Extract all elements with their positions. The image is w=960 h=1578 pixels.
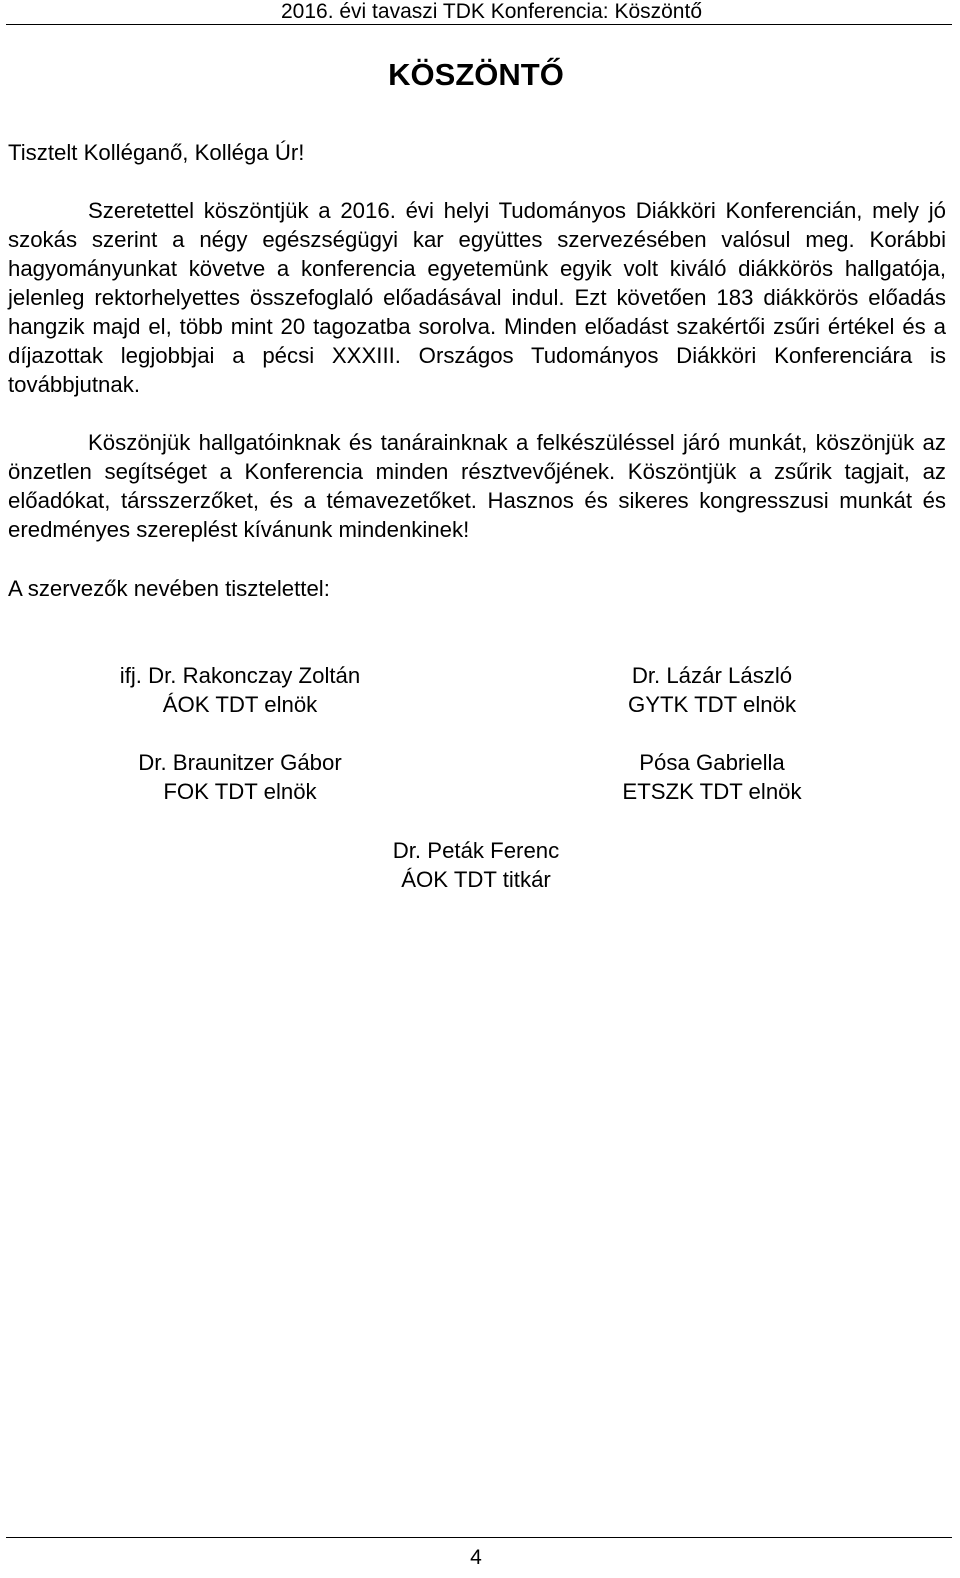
page-title: KÖSZÖNTŐ — [388, 57, 564, 92]
signatory-name: Dr. Lázár László — [631, 663, 793, 688]
paragraph-thanks: Köszönjük hallgatóinknak és tanárainknak a felkészüléssel járó munkát, köszönjük az önzetlen segítséget a Konferencia minden résztvevőjének. Köszöntjük a zsűrik tagjait, az előadókat, társszerzőket, és a témavezetőket. Hasznos és sikeres kongresszusi munkát és eredményes szereplést kívánunk mindenkinek! — [8, 430, 946, 542]
signatory-block — [532, 661, 892, 719]
paragraph-welcome: Szeretettel köszöntjük a 2016. évi helyi Tudományos Diákköri Konferencián, mely jó szokás szerint a négy egészségügyi kar együttes szervezésében valósul meg. Korábbi hagyományunkat követve a konferencia egyetemünk egyik volt kiváló diákkörös hallgatója, jelenleg rektorhelyettes összefoglaló előadásával indul. Ezt követően 183 diákkörös előadás hangzik majd el, több mint 20 tagozatba sorolva. Minden előadást szakértői zsűri értékel és a díjazottak legjobbjai a pécsi XXXIII. Országos Tudományos Diákköri Konferenciára is továbbjutnak. — [8, 198, 946, 397]
closing-line: A szervezők nevében tisztelettel: — [8, 576, 330, 601]
running-header: 2016. évi tavaszi TDK Konferencia: Köszöntő — [280, 0, 702, 23]
signatory-role: FOK TDT elnök — [163, 779, 317, 804]
page-number: 4 — [470, 1546, 482, 1569]
signatory-block — [60, 748, 420, 806]
signatory-block — [60, 661, 420, 719]
signatory-name: ifj. Dr. Rakonczay Zoltán — [119, 663, 361, 688]
salutation: Tisztelt Kolléganő, Kolléga Úr! — [8, 140, 305, 165]
footer-divider — [6, 1537, 952, 1538]
signatory-role: ÁOK TDT elnök — [162, 692, 318, 717]
signatory-block — [532, 748, 892, 806]
header-divider — [6, 24, 952, 25]
signatory-name: Pósa Gabriella — [639, 750, 785, 775]
signatory-role: ÁOK TDT titkár — [401, 867, 551, 892]
signatory-block — [296, 836, 656, 894]
signatory-role: GYTK TDT elnök — [627, 692, 797, 717]
signatory-role: ETSZK TDT elnök — [622, 779, 802, 804]
signatory-name: Dr. Peták Ferenc — [392, 838, 560, 863]
signatory-name: Dr. Braunitzer Gábor — [138, 750, 342, 775]
